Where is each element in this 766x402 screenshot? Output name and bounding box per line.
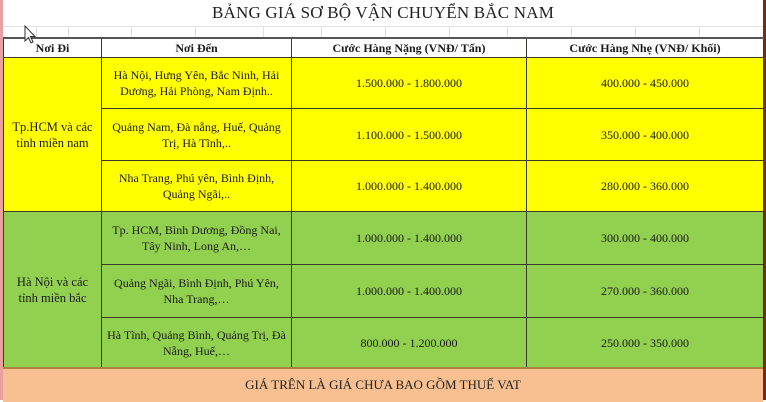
header-destination[interactable]: Nơi Đến	[102, 38, 292, 58]
destination-cell[interactable]: Nha Trang, Phú yên, Bình Định, Quảng Ngãi,..	[102, 161, 292, 212]
light-rate-cell[interactable]: 350.000 - 400.000	[527, 109, 764, 161]
heavy-rate-cell[interactable]: 1.000.000 - 1.400.000	[292, 161, 527, 212]
header-origin[interactable]: Nơi Đi	[4, 38, 102, 58]
destination-cell[interactable]: Quảng Nam, Đà nẵng, Huế, Quảng Trị, Hà Tĩnh,..	[102, 109, 292, 161]
destination-cell[interactable]: Quảng Ngãi, Bình Định, Phú Yên, Nha Trang,…	[102, 265, 292, 318]
price-table	[3, 37, 764, 369]
vat-note-footer[interactable]: GIÁ TRÊN LÀ GIÁ CHƯA BAO GỒM THUẾ VAT	[3, 367, 763, 402]
light-rate-cell[interactable]: 400.000 - 450.000	[527, 58, 764, 109]
heavy-rate-cell[interactable]: 800.000 - 1.200.000	[292, 318, 527, 369]
light-rate-cell[interactable]: 250.000 - 350.000	[527, 318, 764, 369]
destination-cell[interactable]: Tp. HCM, Bình Dương, Đồng Nai, Tây Ninh, Long An,…	[102, 212, 292, 265]
light-rate-cell[interactable]: 280.000 - 360.000	[527, 161, 764, 212]
table-row	[4, 265, 764, 318]
header-light-rate[interactable]: Cước Hàng Nhẹ (VNĐ/ Khối)	[527, 38, 764, 58]
table-row	[4, 212, 764, 265]
heavy-rate-cell[interactable]: 1.100.000 - 1.500.000	[292, 109, 527, 161]
table-row	[4, 161, 764, 212]
heavy-rate-cell[interactable]: 1.000.000 - 1.400.000	[292, 265, 527, 318]
table-row	[4, 318, 764, 369]
destination-cell[interactable]: Hà Tĩnh, Quảng Bình, Quảng Trị, Đà Nẵng, Huế,…	[102, 318, 292, 369]
header-heavy-rate[interactable]: Cước Hàng Nặng (VNĐ/ Tấn)	[292, 38, 527, 58]
table-row	[4, 58, 764, 109]
origin-cell-south[interactable]: Tp.HCM và các tỉnh miền nam	[4, 58, 102, 212]
mouse-pointer-icon	[24, 25, 38, 45]
heavy-rate-cell[interactable]: 1.000.000 - 1.400.000	[292, 212, 527, 265]
origin-cell-north[interactable]: Hà Nội và các tỉnh miền bắc	[4, 212, 102, 369]
destination-cell[interactable]: Hà Nội, Hưng Yên, Bắc Ninh, Hải Dương, Hải Phòng, Nam Định..	[102, 58, 292, 109]
table-header-row	[4, 38, 764, 58]
heavy-rate-cell[interactable]: 1.500.000 - 1.800.000	[292, 58, 527, 109]
light-rate-cell[interactable]: 270.000 - 360.000	[527, 265, 764, 318]
table-row	[4, 109, 764, 161]
page-title: BẢNG GIÁ SƠ BỘ VẬN CHUYỂN BẮC NAM	[211, 3, 555, 22]
light-rate-cell[interactable]: 300.000 - 400.000	[527, 212, 764, 265]
